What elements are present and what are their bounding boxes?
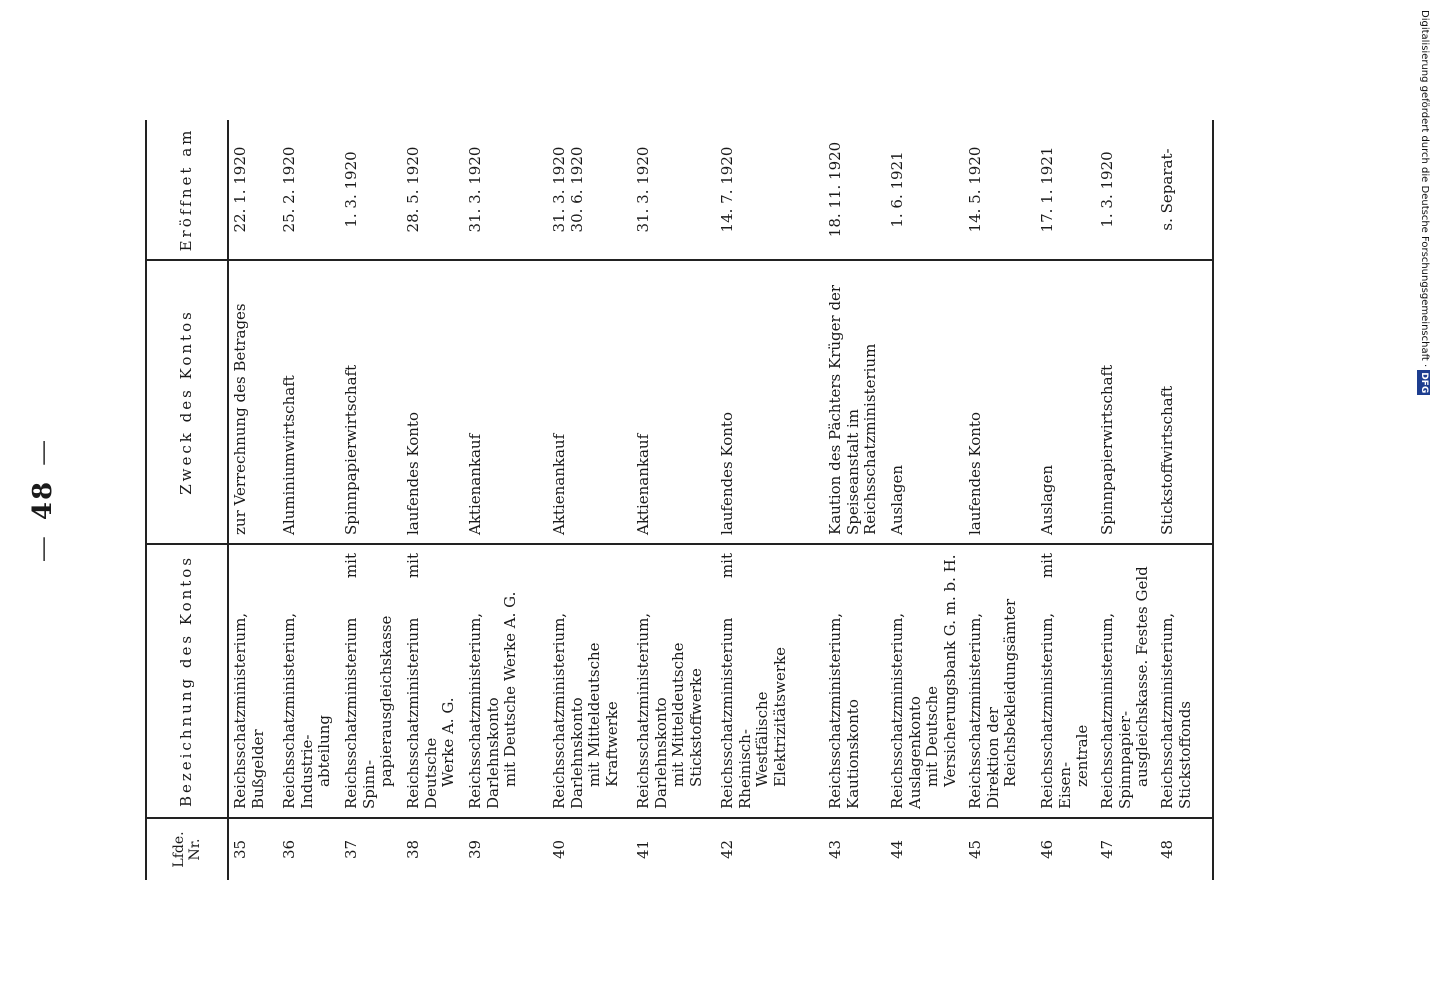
row-eroeffnet xyxy=(464,120,548,260)
row-bezeichnung-continuation: ausgleichskasse. Festes Geld xyxy=(1133,566,1152,787)
table-header-row xyxy=(146,120,228,880)
row-eroeffnet-text: 22. 1. 1920 xyxy=(231,146,249,233)
table-row xyxy=(1156,120,1213,880)
row-bezeichnung-continuation: papierausgleichskasse xyxy=(377,615,396,787)
table-row xyxy=(632,120,716,880)
row-bezeichnung xyxy=(964,544,1036,818)
row-bezeichnung-text: Reichsschatzministerium mit Spinn- xyxy=(342,553,378,809)
row-zweck-text: Kaution des Pächters Krüger der Speiseanstalt im Reichsschatzministerium xyxy=(826,284,880,535)
row-eroeffnet xyxy=(632,120,716,260)
table-row xyxy=(1036,120,1096,880)
row-zweck-text: Aktienankauf xyxy=(550,433,568,535)
row-zweck xyxy=(464,260,548,544)
row-eroeffnet-text: 1. 3. 1920 xyxy=(342,151,360,228)
page-number-dash-right: — xyxy=(28,437,58,466)
row-bezeichnung xyxy=(824,544,886,818)
row-nr-text: 43 xyxy=(826,839,844,860)
row-zweck xyxy=(886,260,964,544)
row-eroeffnet xyxy=(278,120,340,260)
row-zweck xyxy=(716,260,824,544)
credit-text: Digitalisierung gefördert durch die Deutsche Forschungsgemeinschaft · xyxy=(1419,10,1430,368)
row-bezeichnung-continuation: mit Deutsche Versicherungsbank G. m. b. H. xyxy=(923,554,960,787)
table-row xyxy=(340,120,402,880)
row-bezeichnung xyxy=(632,544,716,818)
row-eroeffnet xyxy=(1036,120,1096,260)
row-eroeffnet xyxy=(1096,120,1156,260)
row-nr-text: 42 xyxy=(718,839,736,860)
row-zweck xyxy=(964,260,1036,544)
row-zweck-text: Auslagen xyxy=(1038,464,1056,535)
row-zweck xyxy=(228,260,278,544)
row-eroeffnet xyxy=(964,120,1036,260)
accounts-table xyxy=(145,120,1214,880)
row-bezeichnung-continuation: mit Mitteldeutsche Kraftwerke xyxy=(585,642,622,787)
row-eroeffnet-text: 25. 2. 1920 xyxy=(280,146,298,233)
row-eroeffnet-text: 14. 5. 1920 xyxy=(966,146,984,233)
row-zweck-text: laufendes Konto xyxy=(966,412,984,535)
row-eroeffnet-text: 31. 3. 1920 xyxy=(550,146,568,233)
row-zweck xyxy=(402,260,464,544)
table-row xyxy=(278,120,340,880)
row-nr-text: 41 xyxy=(634,839,652,860)
row-bezeichnung xyxy=(228,544,278,818)
row-bezeichnung xyxy=(1036,544,1096,818)
row-nr-text: 46 xyxy=(1038,839,1056,860)
row-eroeffnet xyxy=(1156,120,1213,260)
table-body xyxy=(228,120,1213,880)
row-zweck xyxy=(1036,260,1096,544)
row-nr-text: 37 xyxy=(342,839,360,860)
row-eroeffnet xyxy=(824,120,886,260)
row-bezeichnung-text: Reichsschatzministerium, Stickstoffonds xyxy=(1158,612,1194,809)
row-zweck-text: laufendes Konto xyxy=(718,412,736,535)
row-zweck xyxy=(632,260,716,544)
row-bezeichnung-text: Reichsschatzministerium mit Deutsche xyxy=(404,553,440,809)
row-nr-text: 48 xyxy=(1158,839,1176,860)
row-nr xyxy=(632,818,716,880)
row-zweck-text: Aluminiumwirtschaft xyxy=(280,375,298,535)
table-row xyxy=(1096,120,1156,880)
row-nr-text: 47 xyxy=(1098,839,1116,860)
row-zweck-text: Spinnpapierwirtschaft xyxy=(342,364,360,535)
row-nr xyxy=(886,818,964,880)
row-zweck xyxy=(548,260,632,544)
table-row xyxy=(228,120,278,880)
row-eroeffnet-text: 1. 3. 1920 xyxy=(1098,151,1116,228)
row-zweck-text: Spinnpapierwirtschaft xyxy=(1098,364,1116,535)
row-zweck-text: zur Verrechnung des Betrages xyxy=(231,303,249,535)
row-bezeichnung xyxy=(886,544,964,818)
row-nr xyxy=(464,818,548,880)
row-zweck xyxy=(340,260,402,544)
row-zweck xyxy=(1156,260,1213,544)
row-bezeichnung-continuation: Reichsbekleidungsämter xyxy=(1001,598,1020,787)
row-nr-text: 35 xyxy=(231,839,249,860)
digitization-credit xyxy=(1416,10,1432,392)
table-row xyxy=(548,120,632,880)
row-nr-text: 36 xyxy=(280,839,298,860)
header-bezeichnung: Bezeichnung des Kontos xyxy=(146,544,228,818)
row-nr xyxy=(716,818,824,880)
row-eroeffnet xyxy=(716,120,824,260)
table-row xyxy=(464,120,548,880)
row-nr-text: 45 xyxy=(966,839,984,860)
row-nr xyxy=(278,818,340,880)
row-bezeichnung-text: Reichsschatzministerium, Darlehnskonto xyxy=(466,612,502,809)
row-eroeffnet-second-date: 30. 6. 1920 xyxy=(567,146,586,233)
row-bezeichnung-continuation: Westfälische Elektrizitätswerke xyxy=(753,647,790,787)
row-bezeichnung xyxy=(716,544,824,818)
row-eroeffnet xyxy=(548,120,632,260)
row-eroeffnet xyxy=(340,120,402,260)
row-bezeichnung-continuation: zentrale xyxy=(1073,724,1092,787)
row-bezeichnung xyxy=(1156,544,1213,818)
row-bezeichnung-text: Reichsschatzministerium, Darlehnskonto xyxy=(634,612,670,809)
row-zweck xyxy=(824,260,886,544)
row-bezeichnung-text: Reichsschatzministerium, Spinnpapier- xyxy=(1098,612,1134,809)
row-nr-text: 40 xyxy=(550,839,568,860)
row-eroeffnet-text: 17. 1. 1921 xyxy=(1038,146,1056,233)
page-number-dash-left: — xyxy=(28,534,58,563)
row-bezeichnung-text: Reichsschatzministerium, Darlehnskonto xyxy=(550,612,586,809)
row-bezeichnung xyxy=(548,544,632,818)
table-row xyxy=(716,120,824,880)
row-nr xyxy=(340,818,402,880)
row-nr-text: 39 xyxy=(466,839,484,860)
row-nr xyxy=(1156,818,1213,880)
row-eroeffnet xyxy=(228,120,278,260)
row-bezeichnung-text: Reichsschatzministerium mit Rheinisch- xyxy=(718,553,754,809)
row-eroeffnet-text: 28. 5. 1920 xyxy=(404,146,422,233)
row-nr-text: 38 xyxy=(404,839,422,860)
row-eroeffnet-text: 14. 7. 1920 xyxy=(718,146,736,233)
page-number xyxy=(28,0,58,1000)
row-bezeichnung-text: Reichsschatzministerium, Kautionskonto xyxy=(826,612,862,809)
row-eroeffnet-text: 31. 3. 1920 xyxy=(466,146,484,233)
page-number-value: 48 xyxy=(28,479,58,521)
row-nr xyxy=(228,818,278,880)
row-zweck-text: Auslagen xyxy=(888,464,906,535)
row-bezeichnung xyxy=(402,544,464,818)
row-eroeffnet xyxy=(402,120,464,260)
row-bezeichnung-continuation: Werke A. G. xyxy=(439,697,458,787)
row-bezeichnung-text: Reichsschatzministerium, Auslagenkonto xyxy=(888,612,924,809)
row-nr xyxy=(548,818,632,880)
row-eroeffnet-text: s. Separat- xyxy=(1158,148,1176,231)
row-zweck xyxy=(1096,260,1156,544)
row-bezeichnung xyxy=(1096,544,1156,818)
row-eroeffnet xyxy=(886,120,964,260)
row-zweck-text: Stickstoffwirtschaft xyxy=(1158,385,1176,535)
table-row xyxy=(824,120,886,880)
row-bezeichnung-continuation: abteilung xyxy=(315,715,334,787)
row-bezeichnung-continuation: mit Mitteldeutsche Stickstoffwerke xyxy=(669,642,706,787)
row-nr xyxy=(1096,818,1156,880)
row-nr xyxy=(964,818,1036,880)
row-nr-text: 44 xyxy=(888,839,906,860)
row-bezeichnung xyxy=(340,544,402,818)
row-nr xyxy=(824,818,886,880)
row-nr xyxy=(1036,818,1096,880)
header-zweck: Zweck des Kontos xyxy=(146,260,228,544)
row-eroeffnet-text: 31. 3. 1920 xyxy=(634,146,652,233)
row-eroeffnet-text: 1. 6. 1921 xyxy=(888,151,906,228)
row-bezeichnung-text: Reichsschatzministerium, mit Eisen- xyxy=(1038,553,1074,809)
table-row xyxy=(402,120,464,880)
table-row xyxy=(964,120,1036,880)
row-zweck-text: laufendes Konto xyxy=(404,412,422,535)
row-bezeichnung-text: Reichsschatzministerium, Industrie- xyxy=(280,612,316,809)
header-eroeffnet: Eröffnet am xyxy=(146,120,228,260)
row-bezeichnung xyxy=(464,544,548,818)
table-row xyxy=(886,120,964,880)
row-eroeffnet-text: 18. 11. 1920 xyxy=(826,141,844,238)
row-bezeichnung xyxy=(278,544,340,818)
row-zweck xyxy=(278,260,340,544)
row-bezeichnung-continuation: mit Deutsche Werke A. G. xyxy=(501,591,520,787)
row-bezeichnung-text: Reichsschatzministerium, Bußgelder xyxy=(231,612,267,809)
dfg-logo: DFG xyxy=(1419,372,1429,394)
header-nr: Lfde. Nr. xyxy=(146,818,228,880)
row-nr xyxy=(402,818,464,880)
row-zweck-text: Aktienankauf xyxy=(466,433,484,535)
row-zweck-text: Aktienankauf xyxy=(634,433,652,535)
row-bezeichnung-text: Reichsschatzministerium, Direktion der xyxy=(966,612,1002,809)
